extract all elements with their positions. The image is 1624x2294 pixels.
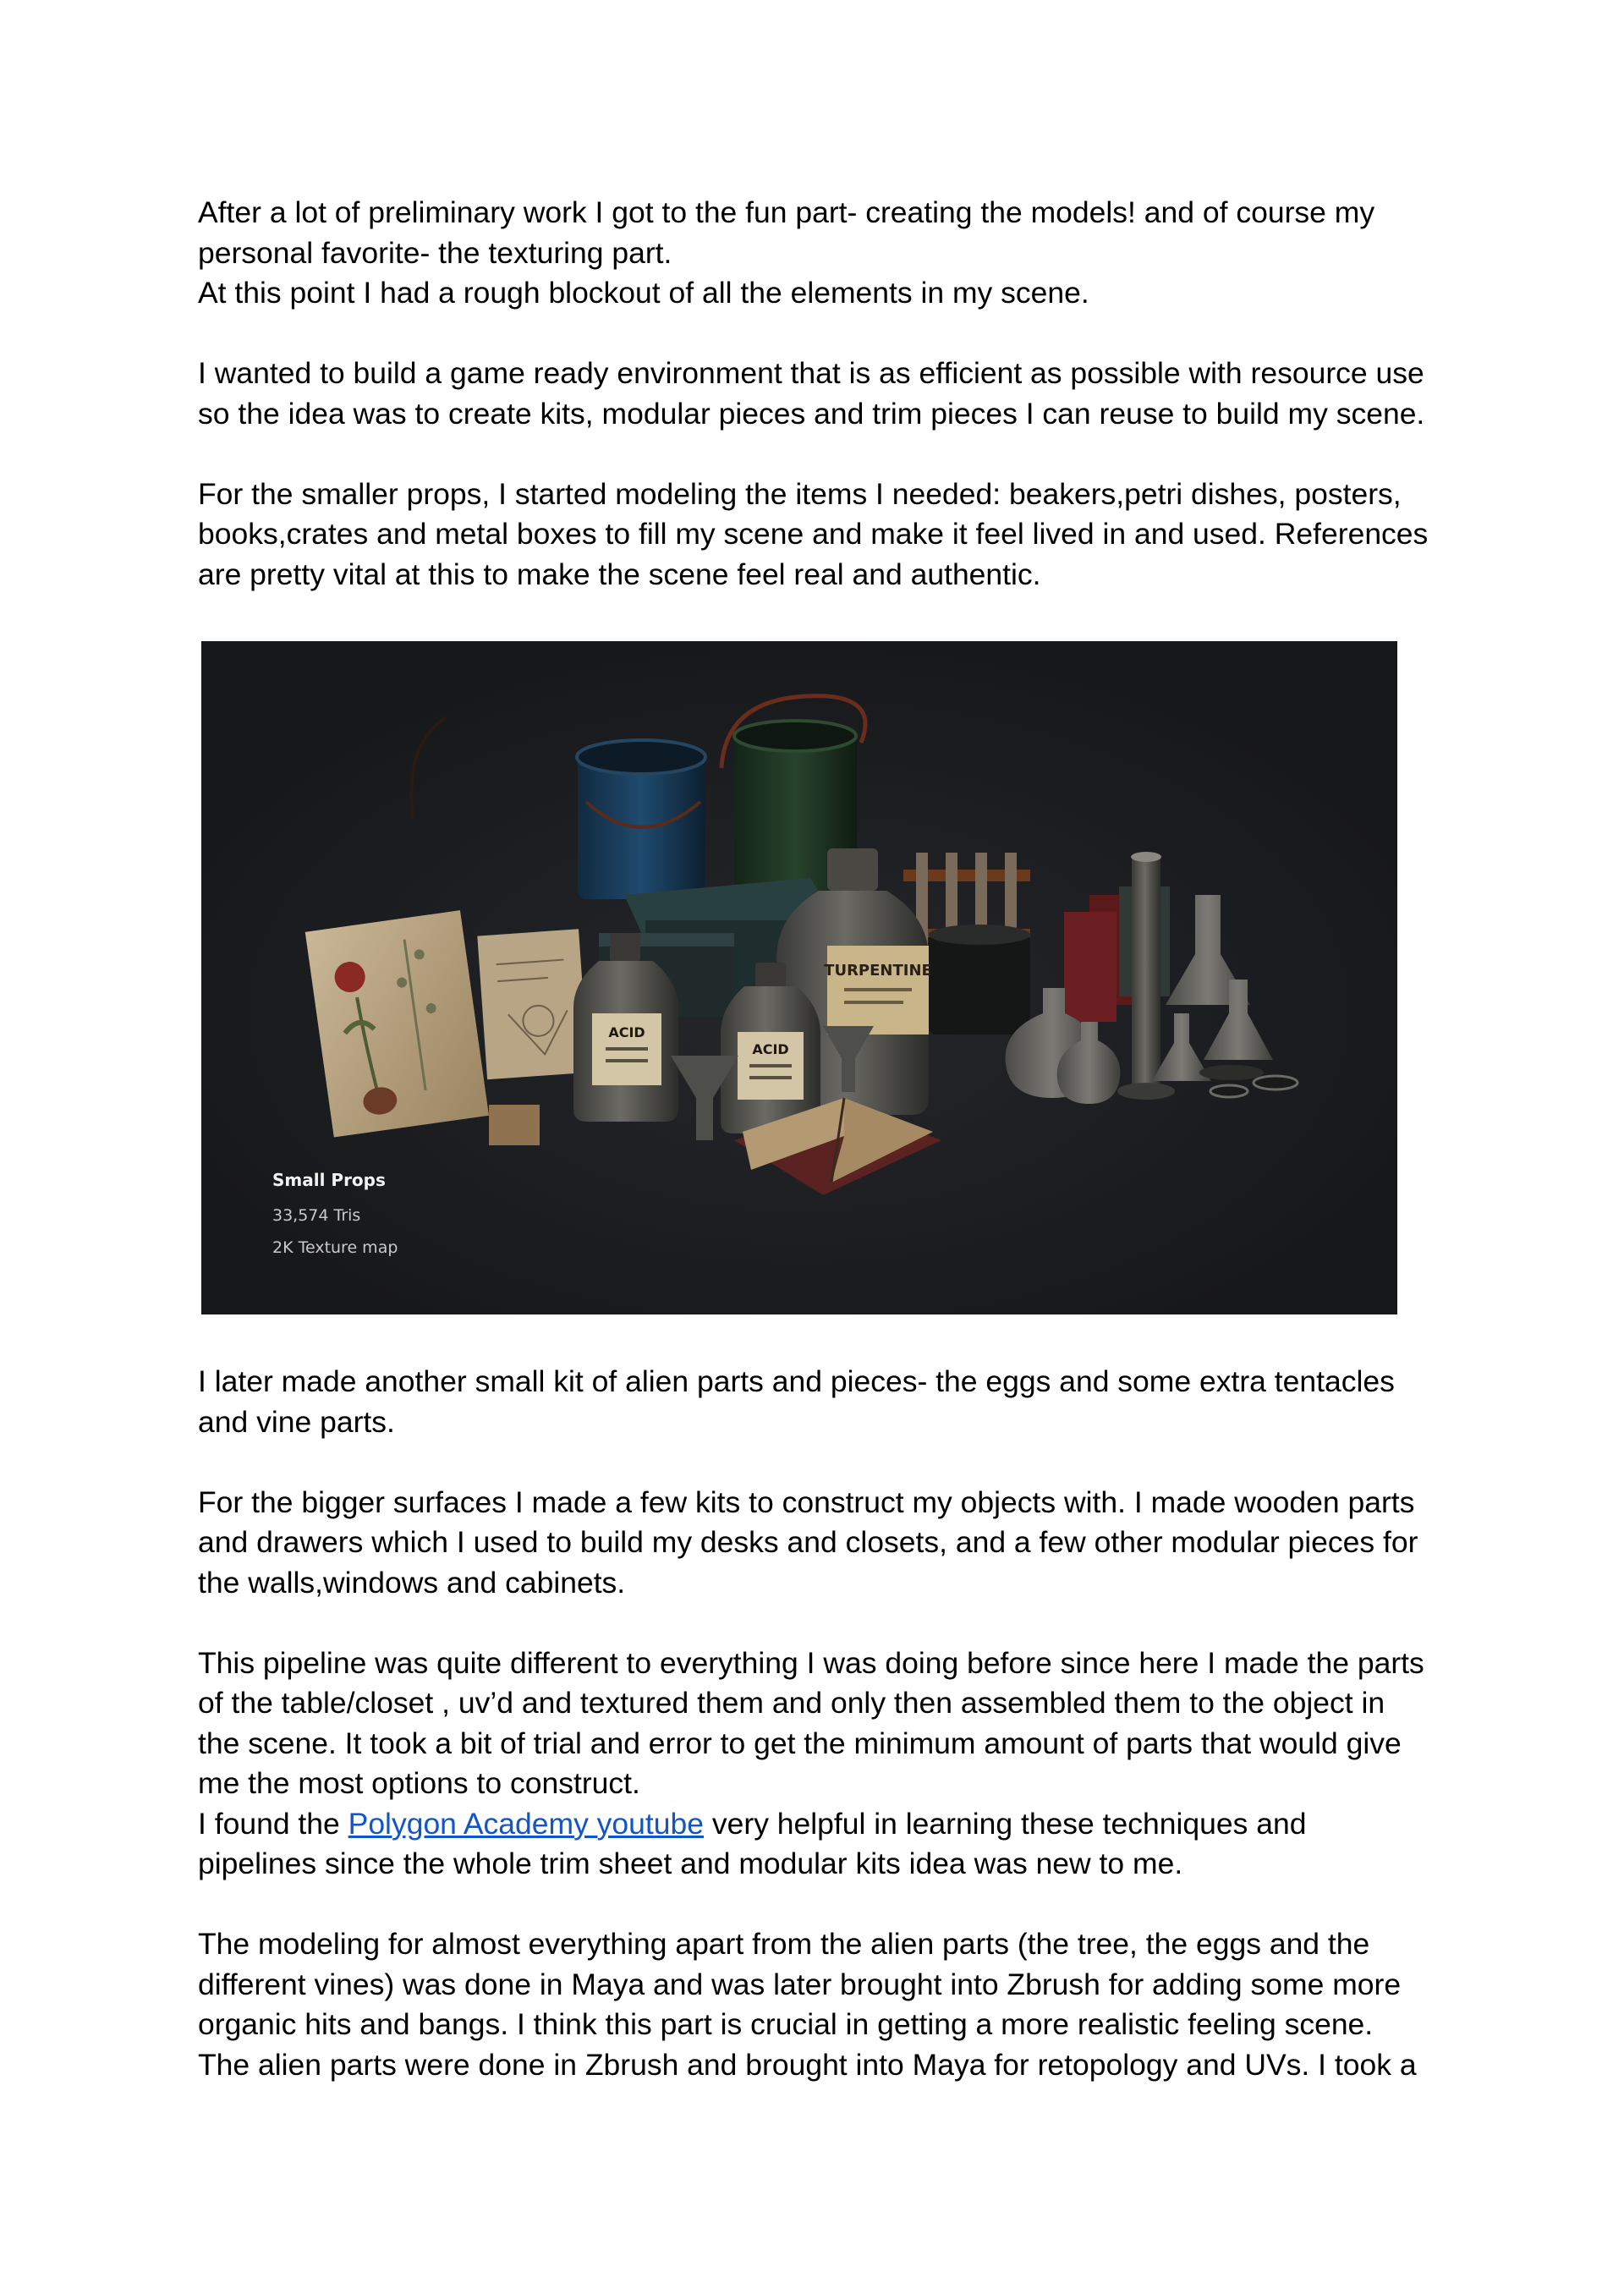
paragraph-line-with-link xyxy=(198,1804,1441,1845)
paragraph-line: This pipeline was quite different to everything I was doing before since here I made the parts xyxy=(198,1645,1424,1680)
paragraph-line: I wanted to build a game ready environment that is as efficient as possible with resource use xyxy=(198,356,1424,390)
paragraph-line: the walls,windows and cabinets. xyxy=(198,1565,626,1600)
text-block-bottom xyxy=(198,1362,1441,2085)
caption-texture: 2K Texture map xyxy=(272,1238,398,1257)
polygon-academy-link[interactable]: Polygon Academy youtube xyxy=(348,1806,705,1841)
paragraph-line: At this point I had a rough blockout of all the elements in my scene. xyxy=(198,276,1089,310)
paragraph-line: the scene. It took a bit of trial and error to get the minimum amount of parts that would give xyxy=(198,1726,1402,1760)
link-suffix-text: very helpful in learning these techniques and xyxy=(704,1806,1307,1841)
paragraph-line: and vine parts. xyxy=(198,1404,395,1439)
text-block-top xyxy=(198,193,1441,595)
paragraph-line: personal favorite- the texturing part. xyxy=(198,235,672,270)
paragraph-line: pipelines since the whole trim sheet and modular kits idea was new to me. xyxy=(198,1847,1183,1880)
paragraph-line: For the bigger surfaces I made a few kits to construct my objects with. I made wooden parts xyxy=(198,1485,1415,1519)
turpentine-label: TURPENTINE xyxy=(824,962,932,980)
acid-label-left: ACID xyxy=(608,1024,645,1040)
paragraph-line: and drawers which I used to build my desks and closets, and a few other modular pieces for xyxy=(198,1525,1418,1559)
paragraph-line: The modeling for almost everything apart from the alien parts (the tree, the eggs and the xyxy=(198,1927,1370,1961)
paragraph-line: of the table/closet , uv’d and textured them and only then assembled them to the object in xyxy=(198,1686,1385,1720)
sketch-poster xyxy=(477,929,589,1079)
paragraph-line: I later made another small kit of alien parts and pieces- the eggs and some extra tentacles xyxy=(198,1364,1395,1398)
paragraph-line: books,crates and metal boxes to fill my scene and make it feel lived in and used. References xyxy=(198,517,1429,551)
paragraph-line: After a lot of preliminary work I got to the fun part- creating the models! and of course my xyxy=(198,195,1375,229)
paragraph-line: me the most options to construct. xyxy=(198,1766,640,1800)
link-prefix-text: I found the xyxy=(198,1806,348,1841)
paragraph-line: For the smaller props, I started modeling the items I needed: beakers,petri dishes, posters, xyxy=(198,476,1402,511)
caption-title: Small Props xyxy=(272,1170,386,1190)
small-note xyxy=(489,1105,540,1145)
paragraph-line: different vines) was done in Maya and was later brought into Zbrush for adding some more xyxy=(198,1967,1402,2001)
paragraph-line: are pretty vital at this to make the scene feel real and authentic. xyxy=(198,557,1041,591)
acid-label-center: ACID xyxy=(752,1041,789,1057)
paragraph-line: organic hits and bangs. I think this part is crucial in getting a more realistic feeling scene. xyxy=(198,2007,1374,2041)
paragraph-line: so the idea was to create kits, modular pieces and trim pieces I can reuse to build my scene. xyxy=(198,396,1425,431)
small-props-render xyxy=(201,641,1397,1314)
caption-tris: 33,574 Tris xyxy=(272,1206,361,1225)
dark-beaker xyxy=(929,925,1030,1034)
render-caption xyxy=(272,1167,398,1264)
botanical-poster xyxy=(305,910,489,1137)
paragraph-line: The alien parts were done in Zbrush and brought into Maya for retopology and UVs. I took a xyxy=(198,2047,1417,2082)
